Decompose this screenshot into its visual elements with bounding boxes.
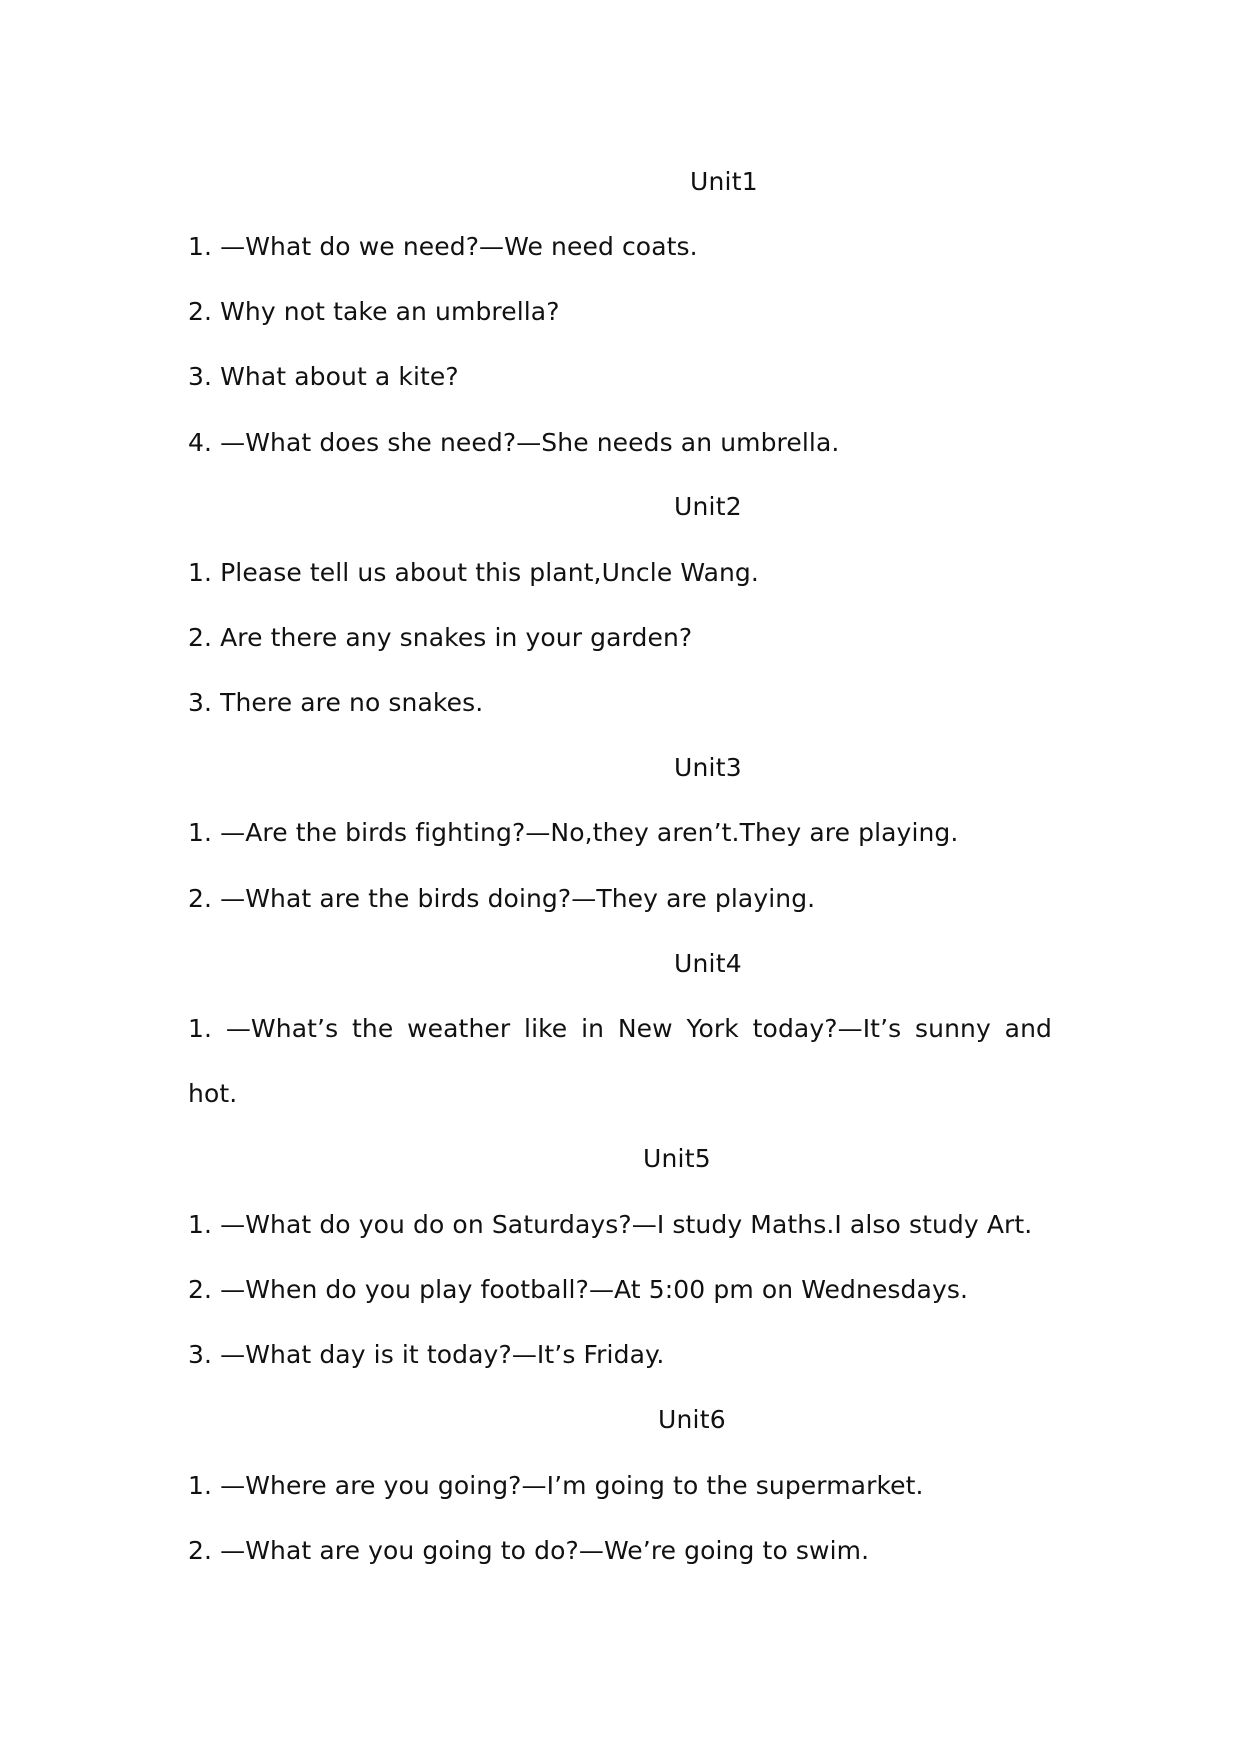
sentence-item: 1. —What do you do on Saturdays?—I study Maths.I also study Art. bbox=[188, 1210, 1033, 1239]
sentence-item: 2. —What are you going to do?—We’re going to swim. bbox=[188, 1536, 870, 1565]
sentence-item: 3. There are no snakes. bbox=[188, 688, 484, 717]
sentence-item: 3. —What day is it today?—It’s Friday. bbox=[188, 1340, 665, 1369]
section-heading-unit6: Unit6 bbox=[658, 1405, 726, 1434]
sentence-item: 2. Are there any snakes in your garden? bbox=[188, 623, 693, 652]
section-heading-unit5: Unit5 bbox=[643, 1144, 711, 1173]
sentence-item-continuation: hot. bbox=[188, 1079, 238, 1108]
sentence-item: 1. Please tell us about this plant,Uncle Wang. bbox=[188, 558, 759, 587]
sentence-item: 3. What about a kite? bbox=[188, 362, 459, 391]
sentence-item: 2. —When do you play football?—At 5:00 pm on Wednesdays. bbox=[188, 1275, 969, 1304]
sentence-item: 1. —What’s the weather like in New York today?—It’s sunny and bbox=[188, 1014, 1052, 1043]
sentence-item: 1. —Are the birds fighting?—No,they aren’t.They are playing. bbox=[188, 818, 959, 847]
section-heading-unit2: Unit2 bbox=[674, 492, 742, 521]
sentence-item: 4. —What does she need?—She needs an umbrella. bbox=[188, 428, 840, 457]
section-heading-unit1: Unit1 bbox=[690, 167, 758, 196]
section-heading-unit4: Unit4 bbox=[674, 949, 742, 978]
section-heading-unit3: Unit3 bbox=[674, 753, 742, 782]
sentence-item: 2. Why not take an umbrella? bbox=[188, 297, 560, 326]
sentence-item: 2. —What are the birds doing?—They are playing. bbox=[188, 884, 816, 913]
sentence-item: 1. —What do we need?—We need coats. bbox=[188, 232, 698, 261]
sentence-item: 1. —Where are you going?—I’m going to the supermarket. bbox=[188, 1471, 924, 1500]
